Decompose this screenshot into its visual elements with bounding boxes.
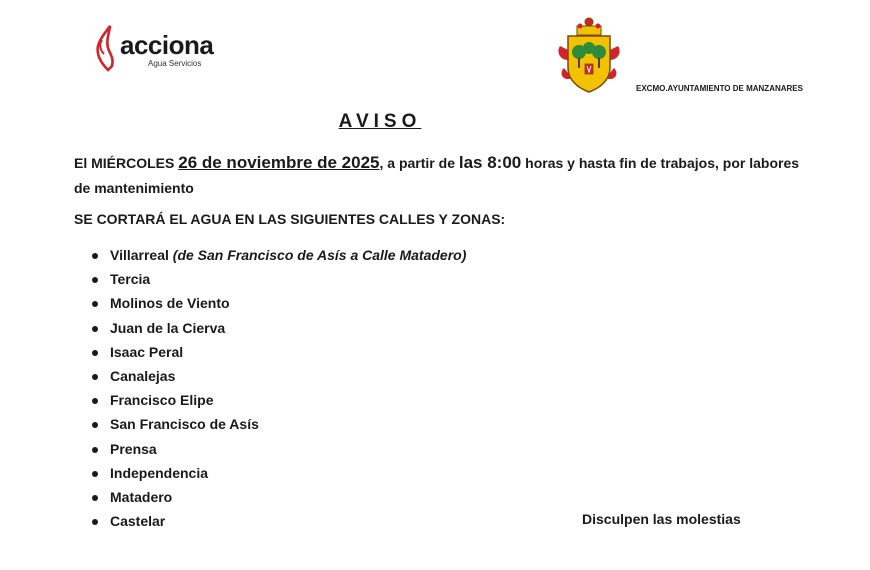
council-name: EXCMO.AYUNTAMIENTO DE MANZANARES	[636, 84, 803, 93]
company-name: acciona	[120, 30, 214, 60]
street-name: Castelar	[110, 513, 166, 530]
list-item	[92, 509, 466, 533]
intro-date: 26 de noviembre de 2025	[178, 153, 380, 172]
list-item	[92, 437, 466, 461]
notice-title: AVISO	[338, 111, 422, 132]
street-name: Francisco Elipe	[110, 392, 214, 409]
street-name: Canalejas	[110, 367, 176, 384]
intro-from: , a partir de	[379, 155, 459, 171]
notice-intro	[74, 150, 814, 201]
acciona-logo	[92, 22, 222, 74]
company-subtitle: Agua Servicios	[148, 59, 202, 68]
list-item	[92, 340, 466, 364]
street-name: Matadero	[110, 488, 173, 505]
street-name: Tercia	[110, 271, 151, 288]
street-name: Molinos de Viento	[110, 295, 230, 312]
intro-day: El MIÉRCOLES	[74, 155, 179, 171]
list-item	[92, 364, 466, 388]
intro-time: las 8:00	[458, 153, 522, 172]
street-detail: (de San Francisco de Asís a Calle Matadero)	[172, 247, 467, 263]
street-name: Prensa	[110, 440, 157, 457]
manzanares-crest-icon	[556, 16, 622, 94]
street-name: San Francisco de Asís	[110, 416, 259, 433]
list-item	[92, 267, 466, 291]
street-name: Independencia	[110, 464, 209, 481]
street-name: Isaac Peral	[110, 343, 184, 360]
acciona-leaf-icon	[92, 24, 122, 72]
street-name: Villarreal	[110, 247, 173, 263]
list-item	[92, 243, 466, 267]
list-item	[92, 291, 466, 315]
street-list	[92, 243, 466, 533]
streets-heading: SE CORTARÁ EL AGUA EN LAS SIGUIENTES CALLES Y ZONAS:	[74, 211, 506, 227]
list-item	[92, 412, 466, 436]
list-item	[92, 485, 466, 509]
apology-text: Disculpen las molestias	[582, 511, 741, 527]
intro-reason: horas y hasta fin de trabajos, por labores de mantenimiento	[74, 155, 800, 196]
list-item	[92, 461, 466, 485]
list-item	[92, 388, 466, 412]
list-item	[92, 316, 466, 340]
street-name: Juan de la Cierva	[110, 319, 226, 336]
